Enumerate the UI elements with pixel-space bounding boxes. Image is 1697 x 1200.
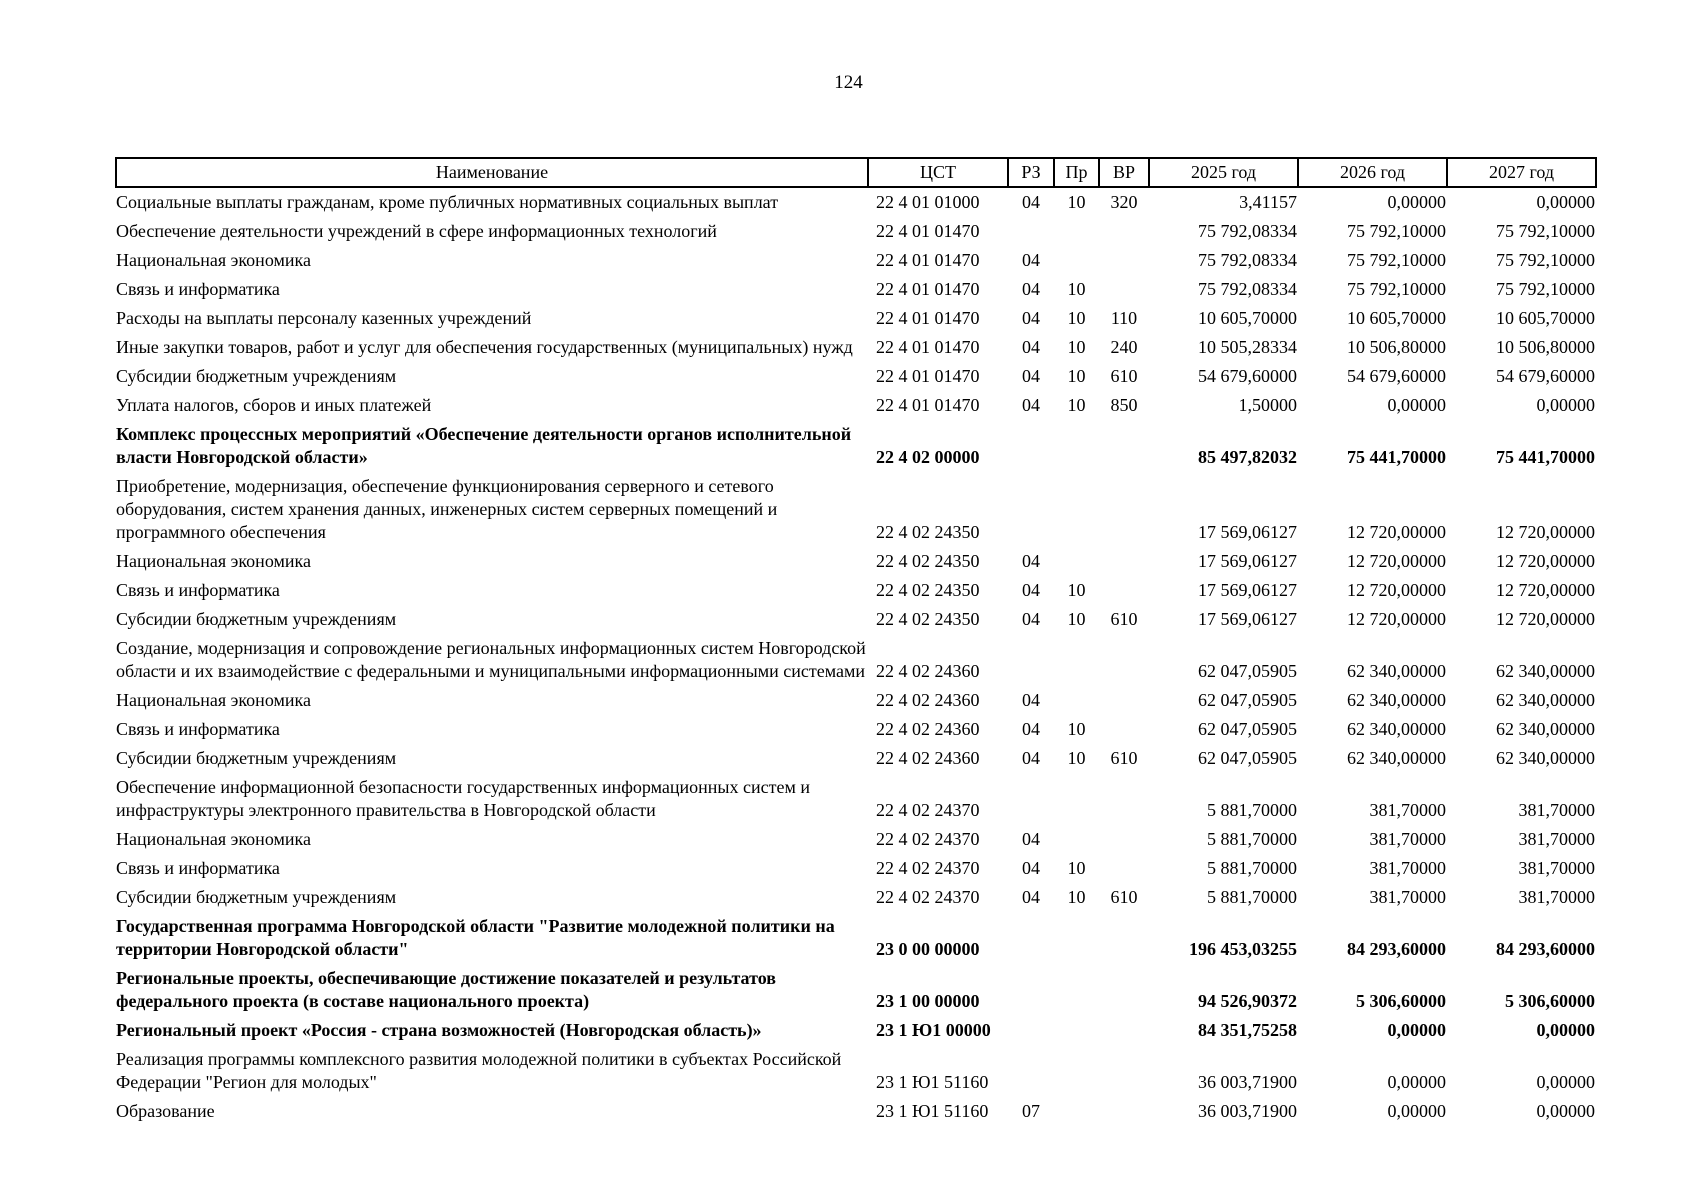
row-2025: 54 679,60000 [1198,366,1297,386]
row-2027: 5 306,60000 [1505,991,1595,1011]
table-row [116,912,1596,964]
row-pr: 10 [1067,858,1086,878]
row-cst: 22 4 02 24370 [876,858,980,878]
row-2025: 10 505,28334 [1198,337,1297,357]
row-pr [1054,634,1099,686]
row-cst: 22 4 02 24350 [876,580,980,600]
table-row [116,825,1596,854]
row-rz: 04 [1022,580,1040,600]
row-vr [1099,547,1149,576]
row-name: Обеспечение информационной безопасности государственных информационных систем и инфраструктуры электронного правительства в Новгородской области [116,777,810,820]
row-rz: 04 [1022,337,1040,357]
row-cst: 22 4 01 01000 [876,192,980,212]
row-2027: 12 720,00000 [1496,580,1595,600]
row-2027: 12 720,00000 [1496,551,1595,571]
row-cst: 23 1 Ю1 51160 [876,1101,989,1121]
row-2027: 381,70000 [1518,858,1595,878]
row-2027: 10 605,70000 [1496,308,1595,328]
header-2025: 2025 год [1149,158,1298,187]
row-vr [1099,825,1149,854]
row-2026: 5 306,60000 [1356,991,1446,1011]
row-2027: 381,70000 [1518,887,1595,907]
row-2026: 75 792,10000 [1347,250,1446,270]
row-cst: 22 4 02 24370 [876,887,980,907]
row-name: Создание, модернизация и сопровождение региональных информационных систем Новгородской области и их взаимодействие с федеральными и муниципальными информационными системами [116,638,866,681]
page-number: 124 [834,72,863,93]
row-2027: 0,00000 [1536,1101,1595,1121]
row-pr: 10 [1067,609,1086,629]
row-rz: 04 [1022,887,1040,907]
row-2025: 75 792,08334 [1198,221,1297,241]
row-2027: 62 340,00000 [1496,748,1595,768]
row-rz: 04 [1022,250,1040,270]
row-pr: 10 [1067,192,1086,212]
table-row [116,472,1596,547]
row-rz [1008,634,1054,686]
row-2025: 62 047,05905 [1198,661,1297,681]
row-vr: 610 [1110,366,1138,386]
row-pr: 10 [1067,887,1086,907]
row-vr [1099,472,1149,547]
row-2026: 381,70000 [1369,887,1446,907]
row-name: Национальная экономика [116,690,311,710]
row-2027: 54 679,60000 [1496,366,1595,386]
row-2026: 75 792,10000 [1347,221,1446,241]
header-pr: Пр [1054,158,1099,187]
row-2026: 54 679,60000 [1347,366,1446,386]
row-rz [1008,420,1054,472]
table-row [116,773,1596,825]
table-row [116,275,1596,304]
header-2027: 2027 год [1447,158,1596,187]
row-cst: 22 4 01 01470 [876,395,980,415]
row-rz: 04 [1022,829,1040,849]
table-row [116,576,1596,605]
row-cst: 22 4 01 01470 [876,337,980,357]
row-2026: 0,00000 [1387,395,1446,415]
row-2027: 62 340,00000 [1496,690,1595,710]
row-2025: 5 881,70000 [1207,887,1297,907]
row-2025: 75 792,08334 [1198,250,1297,270]
row-name: Связь и информатика [116,279,280,299]
row-vr [1099,1097,1149,1126]
row-2026: 75 792,10000 [1347,279,1446,299]
row-pr [1054,547,1099,576]
row-name: Иные закупки товаров, работ и услуг для обеспечения государственных (муниципальных) нужд [116,337,853,357]
row-name: Субсидии бюджетным учреждениям [116,609,397,629]
table-row [116,883,1596,912]
row-2026: 62 340,00000 [1347,690,1446,710]
row-cst: 22 4 02 24360 [876,719,980,739]
table-row [116,964,1596,1016]
row-2025: 1,50000 [1238,395,1297,415]
row-2026: 381,70000 [1369,858,1446,878]
row-pr [1054,773,1099,825]
row-name: Национальная экономика [116,829,311,849]
row-2027: 75 792,10000 [1496,250,1595,270]
table-row [116,333,1596,362]
row-name: Национальная экономика [116,551,311,571]
row-2025: 17 569,06127 [1198,609,1297,629]
row-2027: 12 720,00000 [1496,522,1595,542]
row-2027: 75 792,10000 [1496,221,1595,241]
budget-table [115,157,1597,1126]
row-cst: 22 4 01 01470 [876,250,980,270]
row-name: Субсидии бюджетным учреждениям [116,887,397,907]
row-name: Комплекс процессных мероприятий «Обеспечение деятельности органов исполнительной власти Новгородской области» [116,424,852,467]
row-pr [1054,686,1099,715]
table-row [116,1016,1596,1045]
table-row [116,391,1596,420]
row-rz: 04 [1022,279,1040,299]
row-2026: 75 441,70000 [1347,447,1446,467]
row-2025: 36 003,71900 [1198,1101,1297,1121]
table-row [116,605,1596,634]
row-rz: 04 [1022,366,1040,386]
row-rz [1008,217,1054,246]
row-2025: 94 526,90372 [1198,991,1297,1011]
row-vr [1099,912,1149,964]
row-pr [1054,912,1099,964]
row-pr [1054,472,1099,547]
table-row [116,304,1596,333]
row-cst: 23 1 Ю1 51160 [876,1072,989,1092]
table-row [116,547,1596,576]
row-vr [1099,246,1149,275]
row-vr: 610 [1110,609,1138,629]
row-vr: 240 [1110,337,1138,357]
row-2027: 0,00000 [1536,192,1595,212]
row-pr [1054,1097,1099,1126]
row-vr [1099,634,1149,686]
row-pr [1054,825,1099,854]
row-2027: 84 293,60000 [1496,939,1595,959]
row-2025: 3,41157 [1239,192,1297,212]
row-name: Расходы на выплаты персоналу казенных учреждений [116,308,532,328]
row-2026: 62 340,00000 [1347,661,1446,681]
row-2026: 0,00000 [1387,1101,1446,1121]
row-cst: 22 4 01 01470 [876,366,980,386]
row-2027: 0,00000 [1536,1020,1595,1040]
row-pr [1054,1016,1099,1045]
row-2026: 12 720,00000 [1347,580,1446,600]
row-cst: 22 4 02 00000 [876,447,980,467]
table-row [116,1045,1596,1097]
row-2026: 0,00000 [1387,192,1446,212]
row-rz [1008,964,1054,1016]
row-2027: 62 340,00000 [1496,719,1595,739]
row-rz [1008,1016,1054,1045]
row-name: Образование [116,1101,215,1121]
row-2025: 85 497,82032 [1198,447,1297,467]
row-2026: 381,70000 [1369,800,1446,820]
row-rz: 04 [1022,858,1040,878]
row-cst: 22 4 02 24370 [876,800,980,820]
row-cst: 22 4 02 24360 [876,690,980,710]
row-pr [1054,1045,1099,1097]
row-2025: 36 003,71900 [1198,1072,1297,1092]
row-vr [1099,576,1149,605]
row-vr: 610 [1110,748,1138,768]
row-2025: 17 569,06127 [1198,580,1297,600]
header-name: Наименование [116,158,868,187]
row-rz [1008,472,1054,547]
row-vr [1099,964,1149,1016]
row-cst: 22 4 01 01470 [876,308,980,328]
row-cst: 22 4 02 24350 [876,609,980,629]
table-row [116,217,1596,246]
table-row [116,246,1596,275]
row-vr: 110 [1110,308,1138,328]
row-cst: 22 4 02 24350 [876,522,980,542]
table-body [116,187,1596,1126]
row-2025: 62 047,05905 [1198,719,1297,739]
table-row [116,634,1596,686]
table-row [116,854,1596,883]
row-cst: 23 0 00 00000 [876,939,980,959]
row-2027: 75 792,10000 [1496,279,1595,299]
row-2027: 381,70000 [1518,829,1595,849]
header-2026: 2026 год [1298,158,1447,187]
row-name: Приобретение, модернизация, обеспечение функционирования серверного и сетевого оборудования, систем хранения данных, инженерных систем серверных помещений и программного обеспечения [116,476,778,542]
row-rz: 04 [1022,192,1040,212]
row-2026: 10 506,80000 [1347,337,1446,357]
table-row [116,1097,1596,1126]
row-cst: 22 4 02 24360 [876,748,980,768]
row-2025: 5 881,70000 [1207,858,1297,878]
row-2025: 62 047,05905 [1198,690,1297,710]
row-pr [1054,217,1099,246]
row-name: Связь и информатика [116,858,280,878]
row-2026: 0,00000 [1387,1072,1446,1092]
row-vr [1099,854,1149,883]
row-2025: 17 569,06127 [1198,551,1297,571]
row-name: Социальные выплаты гражданам, кроме публичных нормативных социальных выплат [116,192,779,212]
row-pr: 10 [1067,580,1086,600]
row-2027: 0,00000 [1536,395,1595,415]
row-2025: 75 792,08334 [1198,279,1297,299]
row-name: Связь и информатика [116,580,280,600]
row-rz: 04 [1022,690,1040,710]
row-vr [1099,1016,1149,1045]
row-2026: 62 340,00000 [1347,748,1446,768]
row-2026: 10 605,70000 [1347,308,1446,328]
row-rz [1008,1045,1054,1097]
row-vr: 610 [1110,887,1138,907]
header-cst: ЦСТ [868,158,1008,187]
row-2025: 62 047,05905 [1198,748,1297,768]
row-vr [1099,420,1149,472]
header-row [116,158,1596,187]
row-2027: 0,00000 [1536,1072,1595,1092]
table-row [116,744,1596,773]
row-2027: 10 506,80000 [1496,337,1595,357]
row-rz: 04 [1022,719,1040,739]
table-row [116,420,1596,472]
row-cst: 22 4 02 24350 [876,551,980,571]
row-2026: 62 340,00000 [1347,719,1446,739]
row-cst: 23 1 00 00000 [876,991,980,1011]
row-name: Региональный проект «Россия - страна возможностей (Новгородская область)» [116,1020,762,1040]
row-2025: 17 569,06127 [1198,522,1297,542]
row-rz [1008,773,1054,825]
row-cst: 22 4 01 01470 [876,279,980,299]
row-2026: 12 720,00000 [1347,609,1446,629]
row-pr: 10 [1067,366,1086,386]
row-pr: 10 [1067,719,1086,739]
row-rz: 07 [1022,1101,1040,1121]
row-cst: 23 1 Ю1 00000 [876,1020,991,1040]
row-2025: 5 881,70000 [1207,829,1297,849]
row-name: Обеспечение деятельности учреждений в сфере информационных технологий [116,221,717,241]
row-vr: 850 [1110,395,1138,415]
row-2026: 12 720,00000 [1347,522,1446,542]
row-rz: 04 [1022,308,1040,328]
row-2026: 0,00000 [1387,1020,1446,1040]
row-pr: 10 [1067,748,1086,768]
row-pr [1054,246,1099,275]
row-vr: 320 [1110,192,1138,212]
row-name: Субсидии бюджетным учреждениям [116,366,397,386]
row-cst: 22 4 02 24360 [876,661,980,681]
row-rz [1008,912,1054,964]
row-name: Субсидии бюджетным учреждениям [116,748,397,768]
row-cst: 22 4 01 01470 [876,221,980,241]
row-pr: 10 [1067,308,1086,328]
row-rz: 04 [1022,551,1040,571]
row-2025: 5 881,70000 [1207,800,1297,820]
table-row [116,686,1596,715]
row-2025: 10 605,70000 [1198,308,1297,328]
table-header [116,158,1596,187]
row-rz: 04 [1022,748,1040,768]
row-vr [1099,686,1149,715]
row-2027: 62 340,00000 [1496,661,1595,681]
row-2026: 381,70000 [1369,829,1446,849]
header-rz: РЗ [1008,158,1054,187]
row-vr [1099,217,1149,246]
row-2026: 12 720,00000 [1347,551,1446,571]
row-2026: 84 293,60000 [1347,939,1446,959]
row-pr [1054,420,1099,472]
row-name: Связь и информатика [116,719,280,739]
row-name: Реализация программы комплексного развития молодежной политики в субъектах Российской Федерации "Регион для молодых" [116,1049,842,1092]
row-rz: 04 [1022,609,1040,629]
row-vr [1099,773,1149,825]
row-vr [1099,1045,1149,1097]
row-name: Уплата налогов, сборов и иных платежей [116,395,432,415]
row-name: Государственная программа Новгородской области "Развитие молодежной политики на территории Новгородской области" [116,916,835,959]
row-pr [1054,964,1099,1016]
row-cst: 22 4 02 24370 [876,829,980,849]
table-row [116,362,1596,391]
table-row [116,187,1596,217]
row-rz: 04 [1022,395,1040,415]
row-vr [1099,715,1149,744]
row-pr: 10 [1067,337,1086,357]
row-vr [1099,275,1149,304]
row-2027: 12 720,00000 [1496,609,1595,629]
header-vr: ВР [1099,158,1149,187]
budget-table-container [115,157,1597,1126]
row-pr: 10 [1067,395,1086,415]
table-row [116,715,1596,744]
row-name: Региональные проекты, обеспечивающие достижение показателей и результатов федерального проекта (в составе национального проекта) [116,968,776,1011]
row-2027: 381,70000 [1518,800,1595,820]
row-2025: 196 453,03255 [1189,939,1297,959]
row-2027: 75 441,70000 [1496,447,1595,467]
row-2025: 84 351,75258 [1198,1020,1297,1040]
row-pr: 10 [1067,279,1086,299]
row-name: Национальная экономика [116,250,311,270]
